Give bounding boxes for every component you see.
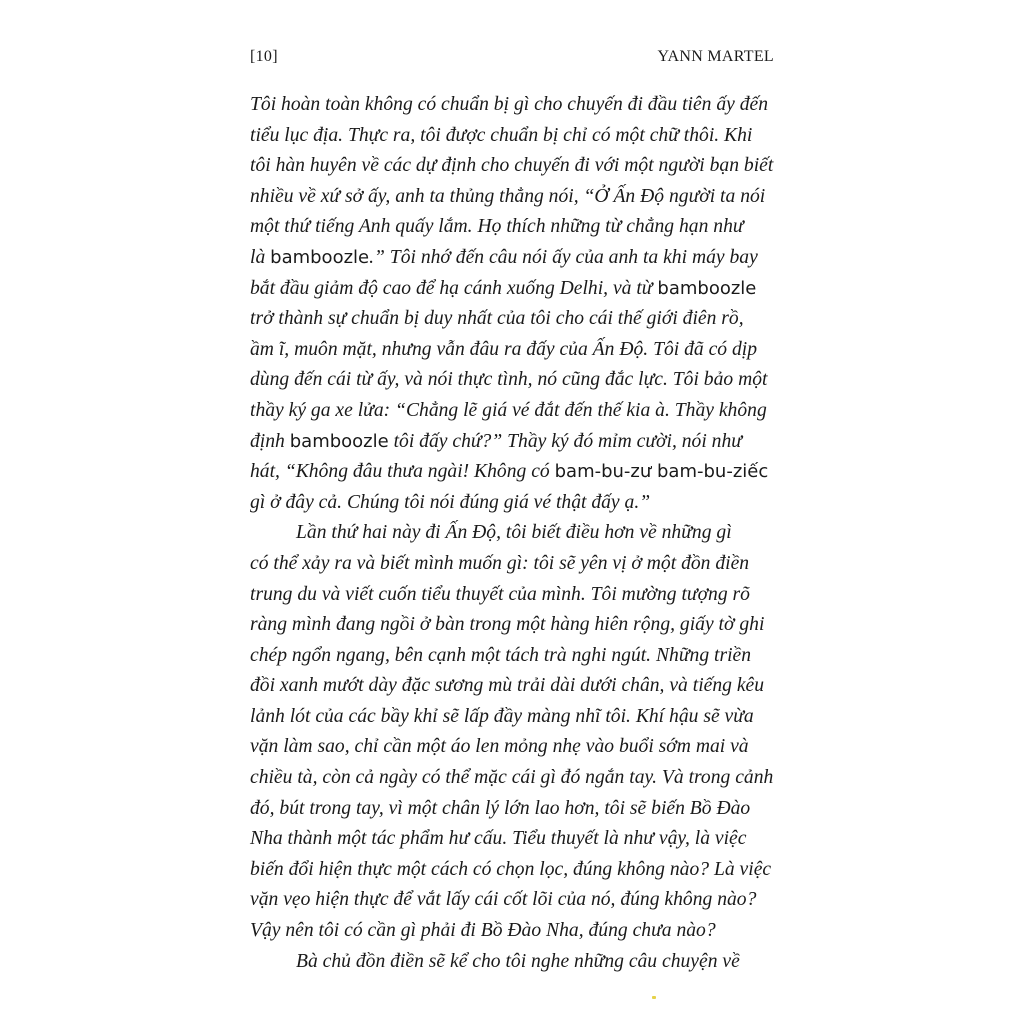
text-segment: vặn làm sao, chỉ cần một áo len mỏng nhẹ vào buổi sớm mai và	[250, 736, 749, 758]
paragraph	[250, 90, 780, 518]
text-line	[250, 90, 780, 121]
text-segment: Bà chủ đồn điền sẽ kể cho tôi nghe những câu chuyện về	[296, 950, 740, 972]
text-segment: đồi xanh mướt dày đặc sương mù trải dài dưới chân, và tiếng kêu	[250, 675, 765, 697]
text-segment: Tôi hoàn toàn không có chuẩn bị gì cho chuyến đi đầu tiên ấy đến	[250, 94, 769, 115]
text-line	[250, 855, 780, 886]
text-segment: chép ngổn ngang, bên cạnh một tách trà nghi ngút. Những triền	[250, 644, 752, 666]
text-segment: gì ở đây cả. Chúng tôi nói đúng giá vé thật đấy ạ.”	[250, 491, 651, 513]
print-speck	[652, 996, 656, 999]
text-line	[250, 702, 780, 733]
foreign-word: bamboozle	[657, 277, 757, 299]
body-text	[250, 90, 780, 977]
foreign-word: bamboozle	[270, 246, 370, 268]
text-line	[250, 794, 780, 825]
text-segment: biến đổi hiện thực một cách có chọn lọc, đúng không nào? Là việc	[250, 858, 772, 880]
text-segment: Lần thứ hai này đi Ấn Độ, tôi biết điều hơn về những gì	[296, 522, 732, 544]
text-segment: chiều tà, còn cả ngày có thể mặc cái gì đó ngắn tay. Và trong cảnh	[250, 767, 774, 789]
text-segment: lảnh lót của các bầy khỉ sẽ lấp đầy màng nhĩ tôi. Khí hậu sẽ vừa	[250, 705, 754, 727]
text-line	[250, 182, 780, 213]
page-number: [10]	[250, 48, 278, 65]
text-line	[250, 304, 780, 335]
text-segment: bắt đầu giảm độ cao để hạ cánh xuống Delhi, và từ	[250, 277, 658, 299]
text-line	[250, 518, 780, 549]
text-segment: dùng đến cái từ ấy, và nói thực tình, nó cũng đắc lực. Tôi bảo một	[250, 369, 768, 391]
text-line	[250, 365, 780, 396]
foreign-word: bamboozle	[289, 430, 389, 452]
text-segment: một thứ tiếng Anh quấy lắm. Họ thích những từ chẳng hạn như	[250, 216, 744, 238]
running-head-author: YANN MARTEL	[657, 48, 774, 65]
text-segment: tôi hàn huyên về các dự định cho chuyến đi với một người bạn biết	[250, 155, 774, 177]
text-segment: hát, “Không đâu thưa ngài! Không có	[250, 461, 555, 483]
text-line	[250, 488, 780, 519]
text-line	[250, 916, 780, 947]
text-line	[250, 610, 780, 641]
text-segment: Nha thành một tác phẩm hư cấu. Tiểu thuyết là như vậy, là việc	[250, 828, 747, 850]
text-line	[250, 947, 780, 978]
running-header	[250, 48, 774, 72]
text-line	[250, 580, 780, 611]
text-segment: .” Tôi nhớ đến câu nói ấy của anh ta khi máy bay	[369, 246, 758, 268]
text-line	[250, 763, 780, 794]
text-line	[250, 732, 780, 763]
text-segment: ràng mình đang ngồi ở bàn trong một hàng hiên rộng, giấy tờ ghi	[250, 614, 765, 636]
text-line	[250, 671, 780, 702]
text-line	[250, 335, 780, 366]
text-segment: tiểu lục địa. Thực ra, tôi được chuẩn bị chỉ có một chữ thôi. Khi	[250, 124, 753, 146]
text-line	[250, 151, 780, 182]
text-segment: trở thành sự chuẩn bị duy nhất của tôi cho cái thế giới điên rồ,	[250, 308, 744, 330]
paragraph	[250, 518, 780, 946]
text-line	[250, 549, 780, 580]
foreign-word: bam-bu-zư bam-bu-ziếc	[554, 461, 769, 483]
text-line	[250, 274, 780, 305]
text-segment: thầy ký ga xe lửa: “Chẳng lẽ giá vé đắt đến thế kia à. Thầy không	[250, 399, 767, 421]
text-line	[250, 243, 780, 274]
text-line	[250, 427, 780, 458]
text-segment: có thể xảy ra và biết mình muốn gì: tôi sẽ yên vị ở một đồn điền	[250, 552, 750, 574]
text-line	[250, 885, 780, 916]
text-line	[250, 641, 780, 672]
text-segment: đó, bút trong tay, vì một chân lý lớn lao hơn, tôi sẽ biến Bồ Đào	[250, 797, 751, 819]
text-line	[250, 824, 780, 855]
text-segment: ầm ĩ, muôn mặt, nhưng vẫn đâu ra đấy của Ấn Độ. Tôi đã có dịp	[250, 338, 758, 360]
text-line	[250, 396, 780, 427]
text-segment: trung du và viết cuốn tiểu thuyết của mình. Tôi mường tượng rõ	[250, 583, 750, 605]
text-line	[250, 212, 780, 243]
text-segment: vặn vẹo hiện thực để vắt lấy cái cốt lõi của nó, đúng không nào?	[250, 889, 757, 911]
text-line	[250, 457, 780, 488]
paragraph	[250, 947, 780, 978]
text-line	[250, 121, 780, 152]
text-segment: Vậy nên tôi có cần gì phải đi Bồ Đào Nha, đúng chưa nào?	[250, 920, 716, 942]
text-segment: nhiều về xứ sở ấy, anh ta thủng thẳng nói, “Ở Ấn Độ người ta nói	[250, 185, 766, 207]
text-segment: là	[250, 246, 271, 268]
text-segment: định	[250, 430, 290, 452]
text-segment: tôi đấy chứ?” Thầy ký đó mỉm cười, nói như	[388, 430, 742, 452]
